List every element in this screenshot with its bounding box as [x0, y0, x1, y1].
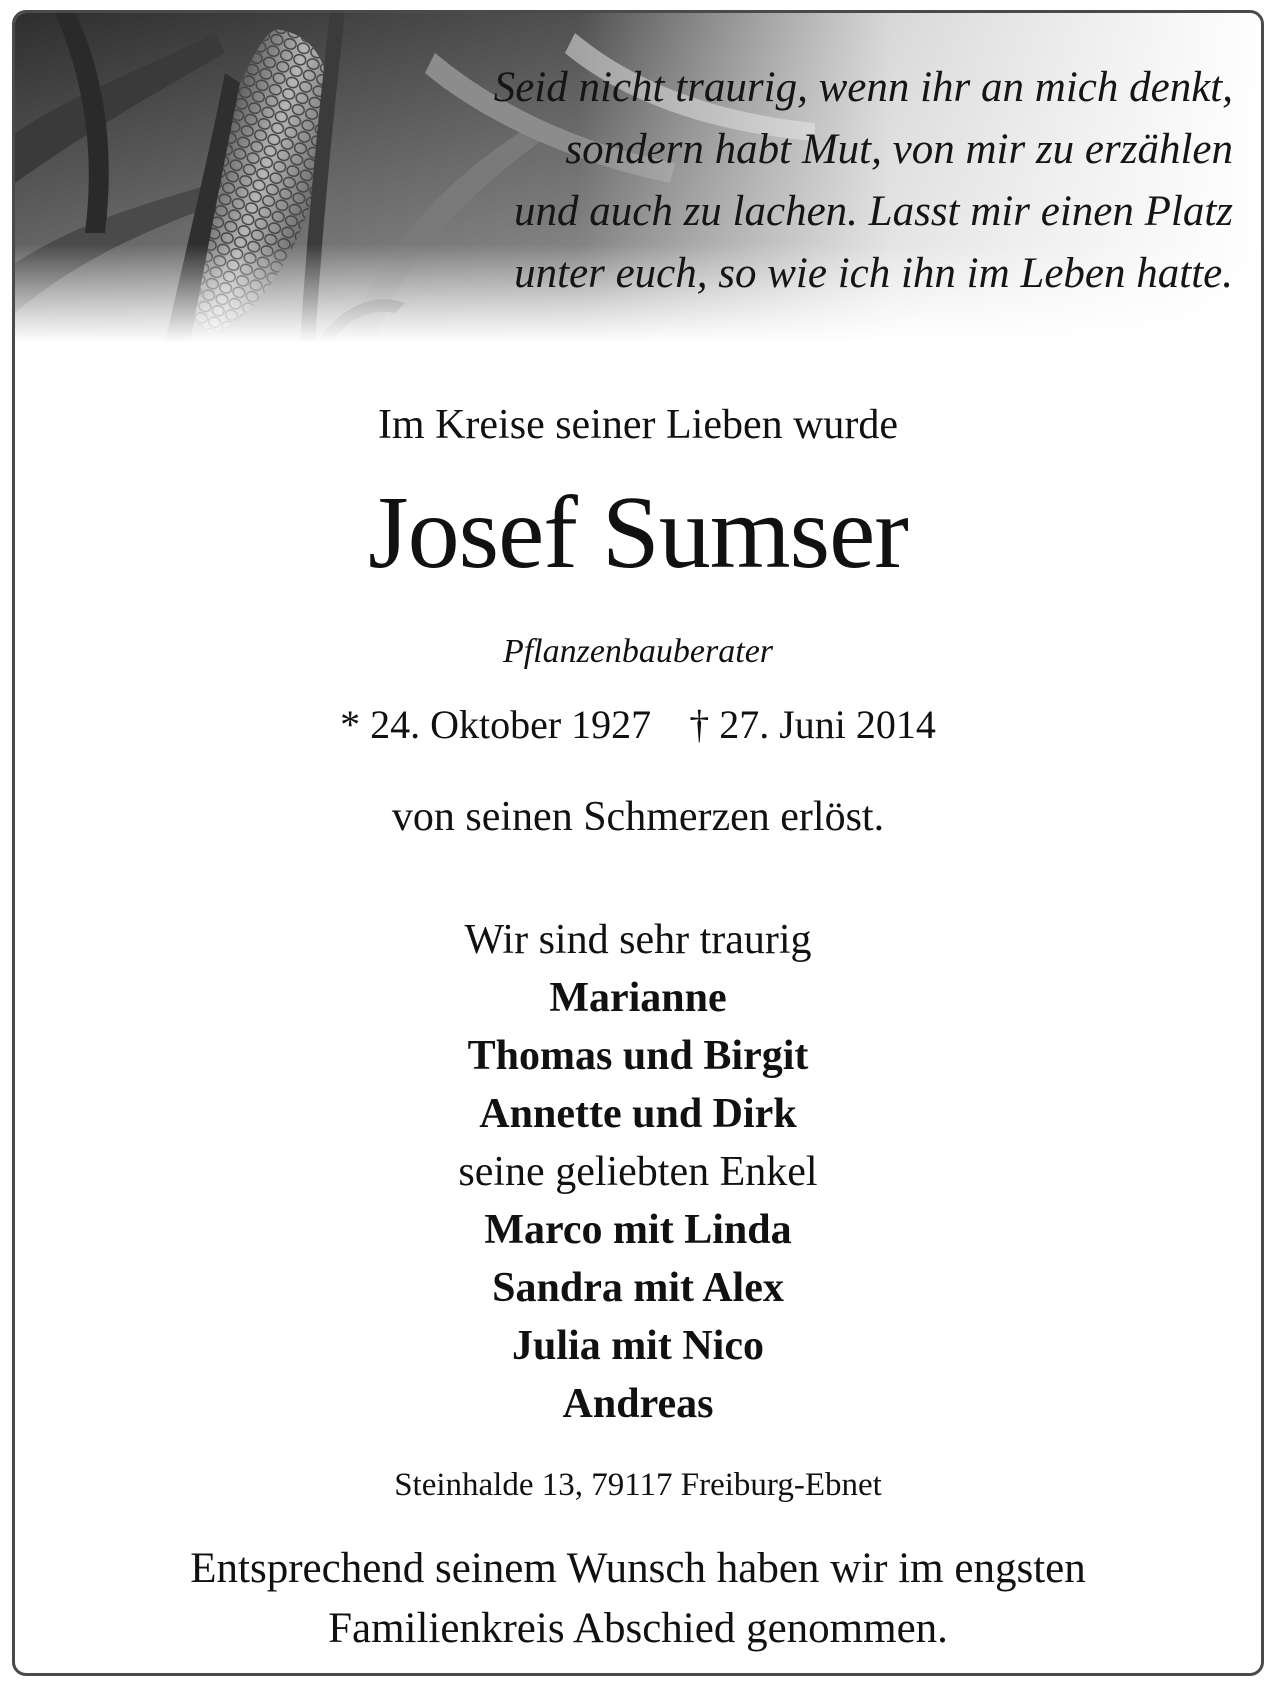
grandchild: Julia mit Nico	[512, 1323, 764, 1369]
address: Steinhalde 13, 79117 Freiburg-Ebnet	[394, 1467, 882, 1503]
family-member: Thomas und Birgit	[467, 1033, 809, 1079]
quote-line: sondern habt Mut, von mir zu erzählen	[565, 126, 1233, 173]
closing-text	[15, 1539, 1261, 1659]
mourners-heading: Wir sind sehr traurig	[464, 917, 812, 963]
closing-line: Familienkreis Abschied genommen.	[328, 1605, 948, 1652]
quote-line: Seid nicht traurig, wenn ihr an mich denkt,	[493, 64, 1233, 111]
intro-text: Im Kreise seiner Lieben wurde	[377, 402, 899, 448]
family-member: Marianne	[549, 975, 727, 1021]
death-date: † 27. Juni 2014	[689, 702, 936, 747]
birth-date: * 24. Oktober 1927	[340, 702, 652, 747]
obituary-frame	[12, 10, 1264, 1676]
deceased-name: Josef Sumser	[368, 475, 908, 590]
quote-line: unter euch, so wie ich ihn im Leben hatte.	[514, 250, 1233, 297]
quote	[413, 57, 1233, 305]
grandchildren-heading: seine geliebten Enkel	[458, 1149, 818, 1195]
mourners-list	[15, 911, 1261, 1433]
grandchild: Sandra mit Alex	[492, 1265, 784, 1311]
grandchild: Andreas	[562, 1381, 714, 1427]
quote-line: und auch zu lachen. Lasst mir einen Platz	[513, 188, 1233, 235]
life-dates	[15, 701, 1261, 748]
header-photo	[15, 13, 1261, 343]
family-member: Annette und Dirk	[479, 1091, 797, 1137]
grandchild: Marco mit Linda	[484, 1207, 792, 1253]
released-text: von seinen Schmerzen erlöst.	[391, 794, 885, 840]
occupation: Pflanzenbauberater	[502, 633, 774, 670]
closing-line: Entsprechend seinem Wunsch haben wir im engsten	[190, 1545, 1086, 1592]
